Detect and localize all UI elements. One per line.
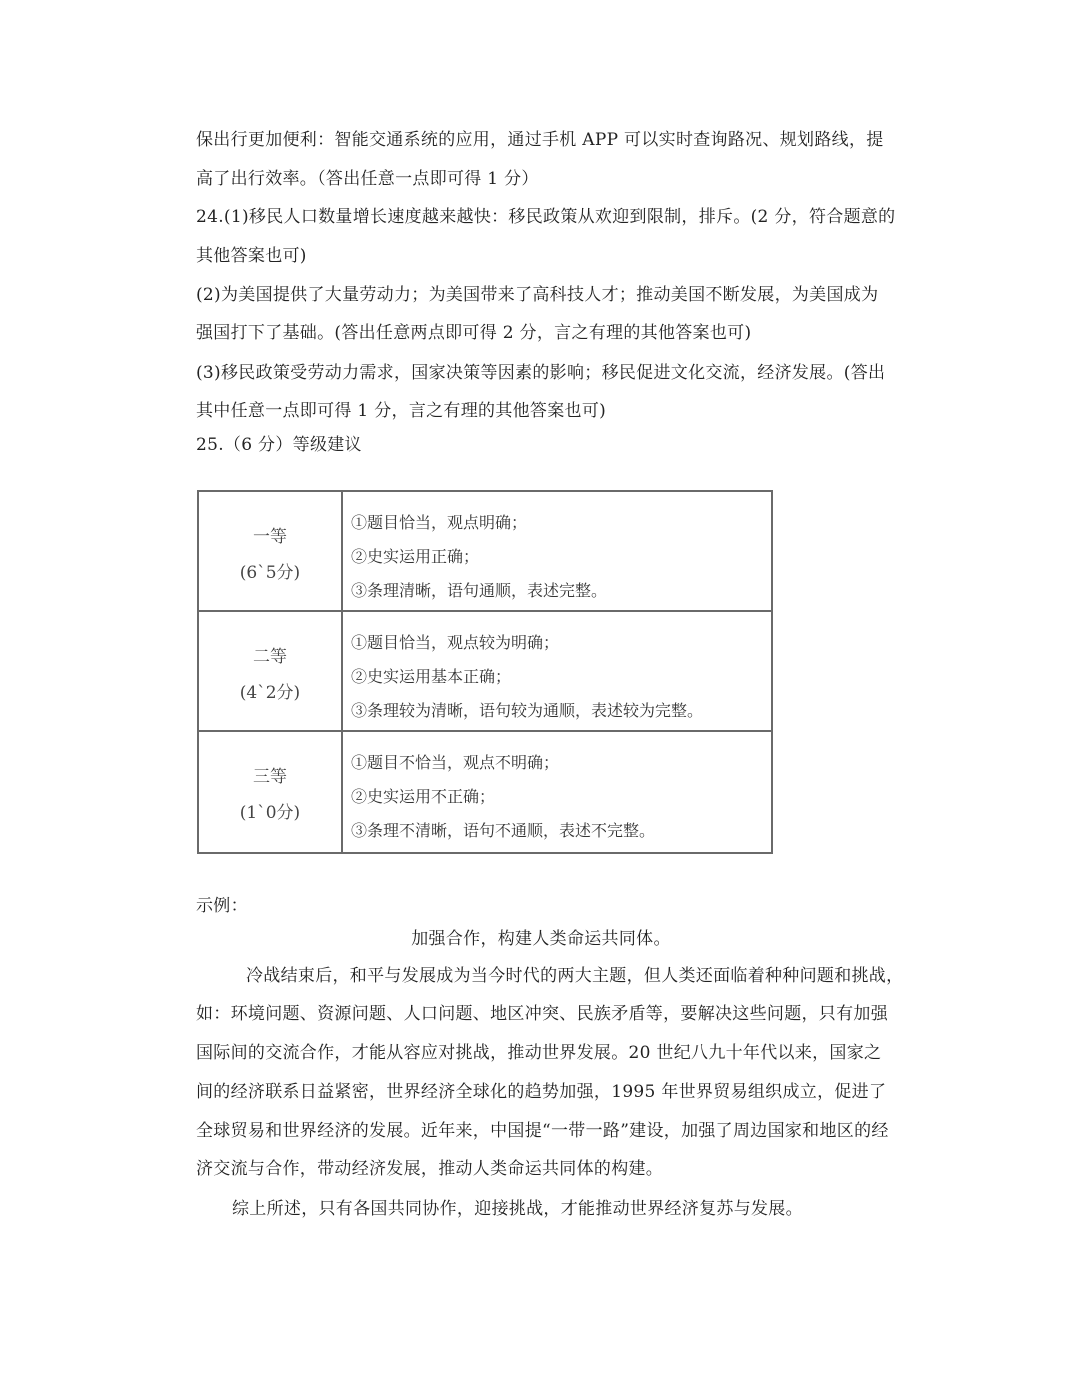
answer-line: 强国打下了基础。(答出任意两点即可得 2 分，言之有理的其他答案也可): [196, 323, 752, 343]
grade-score: (6`5分): [239, 563, 301, 583]
grade-row: [199, 492, 771, 612]
grade-label: 一等: [253, 527, 287, 547]
example-paragraph-line: 如：环境问题、资源问题、人口问题、地区冲突、民族矛盾等，要解决这些问题，只有加强: [196, 1004, 888, 1024]
criterion: ①题目恰当，观点较为明确；: [351, 633, 560, 652]
grade-cell: [199, 732, 343, 852]
criterion: ②史实运用基本正确；: [351, 667, 512, 686]
grade-score: (1`0分): [239, 803, 301, 823]
grade-label: 二等: [253, 647, 287, 667]
answer-line: 其中任意一点即可得 1 分，言之有理的其他答案也可): [196, 401, 607, 421]
grade-row: [199, 732, 771, 852]
example-paragraph-line: 国际间的交流合作，才能从容应对挑战，推动世界发展。20 世纪八九十年代以来，国家之: [196, 1043, 882, 1063]
example-paragraph-line: 济交流与合作，带动经济发展，推动人类命运共同体的构建。: [196, 1159, 664, 1179]
grade-cell: [199, 492, 343, 610]
criterion: ③条理清晰，语句通顺，表述完整。: [351, 581, 608, 600]
criteria-cell: [343, 492, 771, 610]
criteria-cell: [343, 612, 771, 730]
criterion: ③条理不清晰，语句不通顺，表述不完整。: [351, 821, 656, 840]
grade-cell: [199, 612, 343, 730]
criterion: ②史实运用正确；: [351, 547, 480, 566]
example-paragraph-line: 全球贸易和世界经济的发展。近年来，中国提“一带一路”建设，加强了周边国家和地区的经: [196, 1121, 889, 1141]
grade-label: 三等: [253, 767, 287, 787]
answer-line: (2)为美国提供了大量劳动力；为美国带来了高科技人才；推动美国不断发展，为美国成为: [196, 285, 879, 305]
example-paragraph-line: 冷战结束后，和平与发展成为当今时代的两大主题，但人类还面临着种种问题和挑战，: [246, 966, 904, 986]
answer-line: (3)移民政策受劳动力需求，国家决策等因素的影响；移民促进文化交流，经济发展。(答出: [196, 363, 886, 383]
example-title: 加强合作，构建人类命运共同体。: [411, 929, 671, 949]
example-conclusion: 综上所述，只有各国共同协作，迎接挑战，才能推动世界经济复苏与发展。: [232, 1199, 803, 1219]
grade-row: [199, 612, 771, 732]
criterion: ③条理较为清晰，语句较为通顺，表述较为完整。: [351, 701, 704, 720]
question-heading: 25.（6 分）等级建议: [196, 435, 362, 455]
criteria-cell: [343, 732, 771, 852]
answer-line: 保出行更加便利：智能交通系统的应用，通过手机 APP 可以实时查询路况、规划路线，提: [196, 130, 884, 150]
grade-score: (4`2分): [239, 683, 301, 703]
example-label: 示例：: [196, 896, 248, 916]
answer-line: 其他答案也可): [196, 246, 307, 266]
criterion: ①题目不恰当，观点不明确；: [351, 753, 560, 772]
criterion: ①题目恰当，观点明确；: [351, 513, 528, 532]
example-paragraph-line: 间的经济联系日益紧密，世界经济全球化的趋势加强，1995 年世界贸易组织成立，促进了: [196, 1082, 887, 1102]
answer-line: 24.(1)移民人口数量增长速度越来越快：移民政策从欢迎到限制，排斥。(2 分，符合题意的: [196, 207, 896, 227]
answer-line: 高了出行效率。（答出任意一点即可得 1 分）: [196, 169, 539, 189]
grade-table: [197, 490, 773, 854]
criterion: ②史实运用不正确；: [351, 787, 496, 806]
